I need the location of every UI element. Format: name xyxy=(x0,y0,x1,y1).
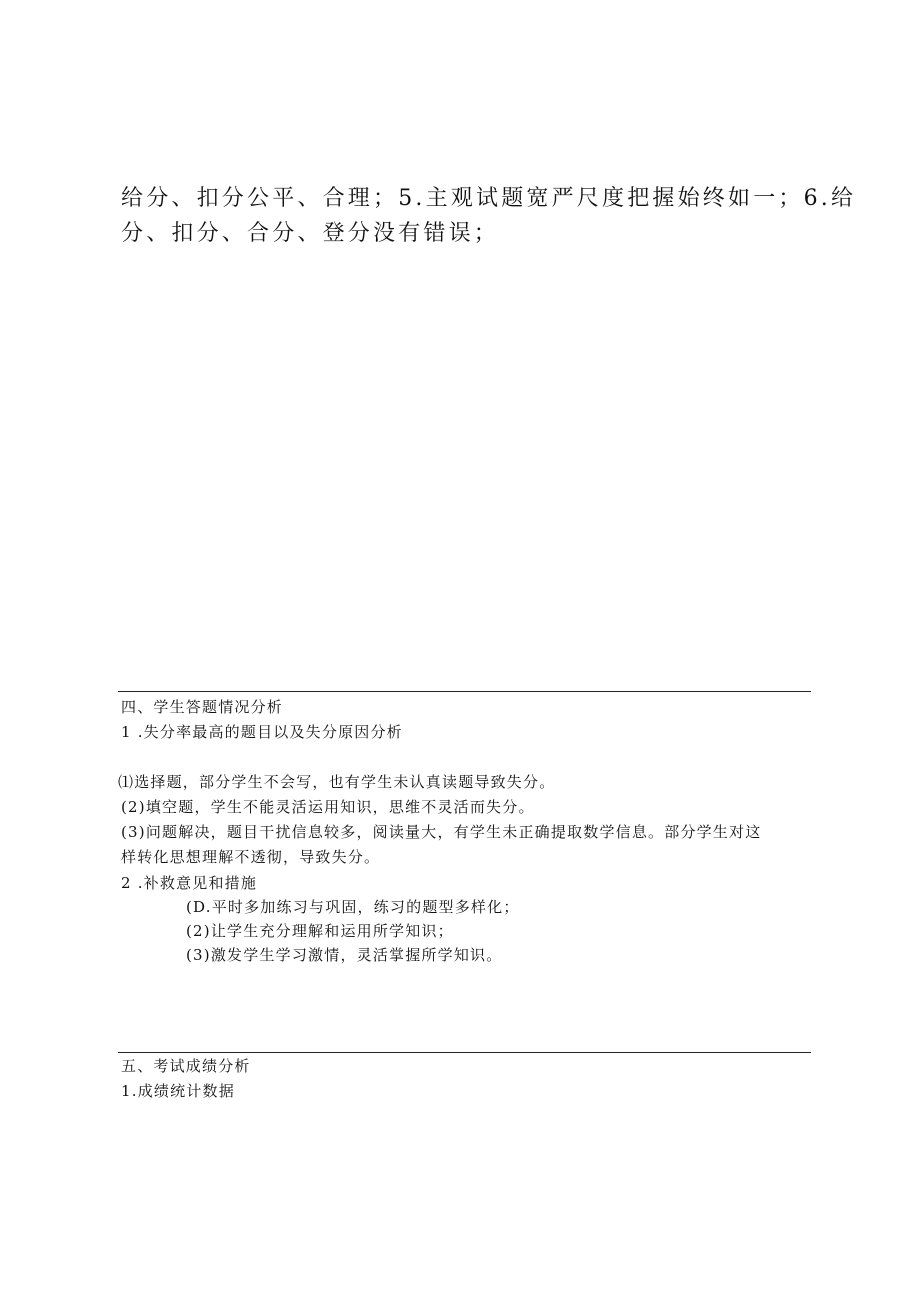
section-4-heading: 四、学生答题情况分析 xyxy=(121,698,284,716)
section-4-subheading-2: 2 .补救意见和措施 xyxy=(121,874,258,892)
analysis-item-3: (3)问题解决，题目干扰信息较多，阅读量大，有学生未正确提取数学信息。部分学生对这 xyxy=(121,823,762,841)
analysis-item-3-continued: 样转化思想理解不透彻，导致失分。 xyxy=(121,848,381,866)
section-4-divider xyxy=(118,691,811,692)
measure-item-1: (D.平时多加练习与巩固，练习的题型多样化； xyxy=(186,898,520,916)
paragraph-line-1: 给分、扣分公平、合理；5.主观试题宽严尺度把握始终如一；6.给 xyxy=(121,186,857,211)
section-4-subheading-1: 1 .失分率最高的题目以及失分原因分析 xyxy=(121,723,403,741)
paragraph-line-2: 分、扣分、合分、登分没有错误； xyxy=(121,221,500,246)
section-5-subheading-1: 1.成绩统计数据 xyxy=(121,1082,235,1100)
analysis-item-2: (2)填空题，学生不能灵活运用知识，思维不灵活而失分。 xyxy=(121,798,535,816)
section-5-heading: 五、考试成绩分析 xyxy=(121,1057,251,1075)
measure-item-2: (2)让学生充分理解和运用所学知识； xyxy=(186,922,454,940)
section-5-divider xyxy=(118,1052,811,1053)
measure-item-3: (3)激发学生学习激情，灵活掌握所学知识。 xyxy=(186,946,503,964)
analysis-item-1: ⑴选择题，部分学生不会写，也有学生未认真读题导致失分。 xyxy=(118,773,556,791)
